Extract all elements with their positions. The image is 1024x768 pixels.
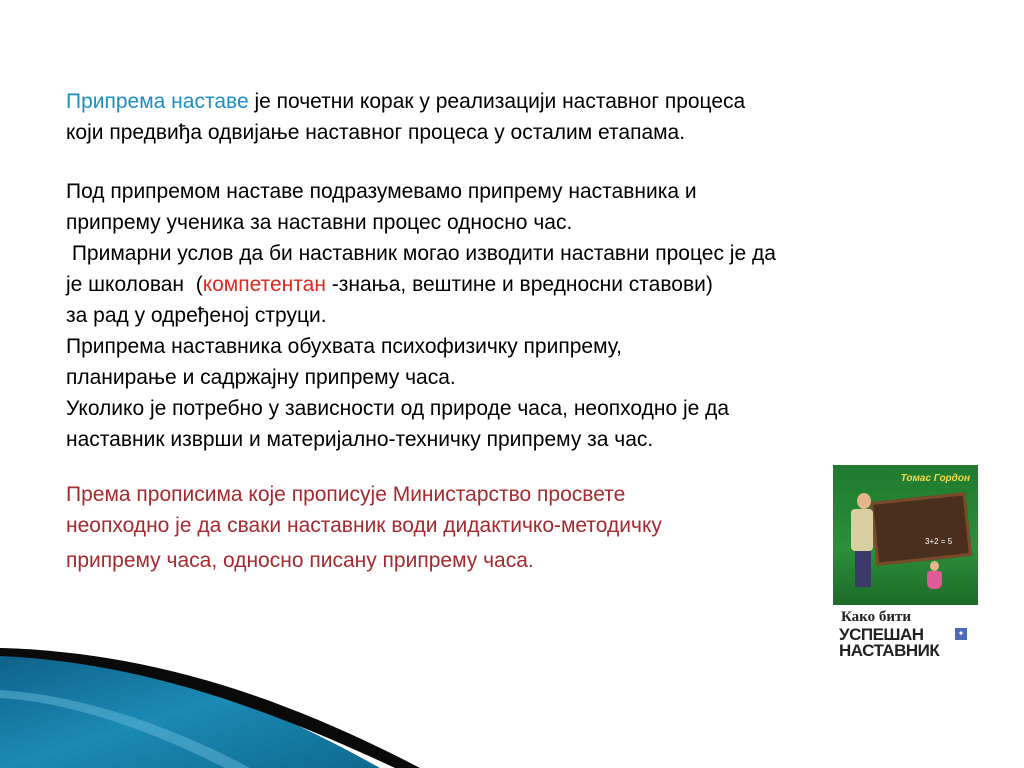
highlight-term-lesson-preparation: Припрема наставе	[66, 90, 249, 113]
paragraph2-line9: наставник изврши и материјално-техничку припрему за час.	[66, 428, 654, 451]
paragraph1-line2: који предвиђа одвијање наставног процеса у осталим етапама.	[66, 121, 686, 144]
paragraph3-line2: неопходно је да сваки наставник води дидактичко-методичку	[66, 514, 662, 537]
paragraph2-line4-start: је школован (	[66, 273, 203, 296]
paragraph2-line1: Под припремом наставе подразумевамо припрему наставника и	[66, 180, 697, 203]
paragraph2-line6: Припрема наставника обухвата психофизичку припрему,	[66, 335, 622, 358]
book-title-line3: НАСТАВНИК	[839, 641, 940, 660]
paragraph2-line2: припрему ученика за наставни процес односно час.	[66, 211, 573, 234]
book-title-line1: Како бити	[841, 609, 912, 625]
paragraph2-line7: планирање и садржајну припрему часа.	[66, 366, 456, 389]
paragraph3-line3: припрему часа, односно писану припрему часа.	[66, 549, 534, 572]
book-title-line2: УСПЕШАН	[839, 625, 924, 644]
paragraph3-line1: Према прописима које прописује Министарство просвете	[66, 483, 626, 506]
highlight-term-competent: компетентан	[202, 273, 326, 296]
paragraph2-line3: Примарни услов да би наставник могао изводити наставни процес је да	[66, 242, 776, 265]
paragraph2-line5: за рад у одређеној струци.	[66, 304, 327, 327]
chalkboard-text: 3+2 = 5	[925, 537, 953, 546]
paragraph2-line8: Уколико је потребно у зависности од природе часа, неопходно је да	[66, 397, 730, 420]
book-author: Томас Гордон	[900, 473, 970, 484]
paragraph1-line1-rest: је почетни корак у реализацији наставног процеса	[248, 90, 746, 113]
publisher-logo-icon: ✦	[955, 628, 967, 640]
paragraph2-line4-end: -знања, вештине и вредносни ставови)	[325, 273, 713, 296]
